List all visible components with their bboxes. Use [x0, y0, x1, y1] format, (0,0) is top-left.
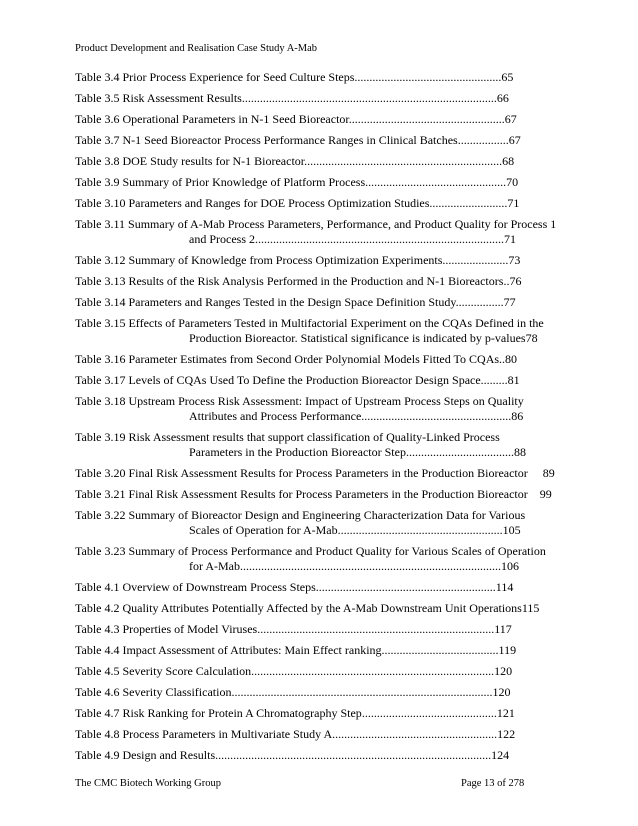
toc-page-number[interactable]: 99	[539, 487, 552, 501]
toc-entry[interactable]	[75, 133, 575, 148]
toc-page-number[interactable]: 66	[496, 91, 509, 105]
toc-leader-dots: ............................................................	[315, 580, 496, 594]
toc-entry-title-continued	[75, 559, 575, 574]
toc-entry-spacer	[528, 487, 540, 501]
toc-page-number[interactable]: 68	[502, 154, 515, 168]
toc-page-number[interactable]: 67	[508, 133, 521, 147]
toc-entry-title	[75, 316, 575, 331]
toc-entry-title	[75, 373, 575, 388]
toc-entry[interactable]	[75, 664, 575, 679]
toc-entry[interactable]	[75, 70, 575, 85]
toc-entry[interactable]	[75, 643, 575, 658]
toc-entry-title-text: Table 3.6 Operational Parameters in N-1 Seed Bioreactor	[75, 112, 349, 126]
toc-entry-title	[75, 295, 575, 310]
toc-entry[interactable]	[75, 685, 575, 700]
toc-entry-title-text: Table 3.9 Summary of Prior Knowledge of Platform Process	[75, 175, 366, 189]
toc-entry[interactable]	[75, 217, 575, 247]
toc-entry-title-continued-text: Production Bioreactor. Statistical significance is indicated by p-values	[189, 331, 526, 345]
toc-entry-title-continued	[75, 409, 575, 424]
toc-entry-title-text: Table 3.20 Final Risk Assessment Results for Process Parameters in the Production Bioreactor	[75, 466, 528, 480]
toc-entry-title-text: Table 4.9 Design and Results	[75, 748, 216, 762]
toc-leader-dots: ...............................................................................	[257, 622, 495, 636]
toc-page-number[interactable]: 71	[504, 232, 516, 246]
toc-entry-title	[75, 643, 575, 658]
toc-entry-title-text: Table 4.3 Properties of Model Viruses	[75, 622, 258, 636]
toc-entry[interactable]	[75, 295, 575, 310]
toc-entry-title-text: Table 3.14 Parameters and Ranges Tested in the Design Space Definition Study	[75, 295, 456, 309]
toc-entry[interactable]	[75, 253, 575, 268]
toc-entry-title-text: Table 3.23 Summary of Process Performance and Product Quality for Various Scales of Operation	[75, 544, 546, 558]
toc-leader-dots: ..................................................................	[304, 154, 503, 168]
toc-leader-dots: .......................................................	[332, 727, 498, 741]
toc-entry[interactable]	[75, 394, 575, 424]
toc-entry-title	[75, 706, 575, 721]
running-header: Product Development and Realisation Case Study A-Mab	[75, 43, 318, 54]
toc-page-number[interactable]: 77	[503, 295, 516, 309]
toc-entry-title	[75, 352, 575, 367]
toc-entry[interactable]	[75, 601, 575, 616]
toc-leader-dots: .............................................	[361, 706, 497, 720]
toc-entry-title-continued	[75, 331, 575, 346]
toc-entry-title	[75, 430, 575, 445]
toc-entry[interactable]	[75, 544, 575, 574]
toc-page-number[interactable]: 105	[502, 523, 521, 537]
toc-entry-title	[75, 112, 575, 127]
toc-leader-dots: ....................................................	[348, 112, 505, 126]
toc-entry-title	[75, 91, 575, 106]
toc-entry-title-text: Table 4.4 Impact Assessment of Attributes: Main Effect ranking	[75, 643, 382, 657]
toc-entry[interactable]	[75, 466, 575, 481]
toc-entry-title-text: Table 3.10 Parameters and Ranges for DOE Process Optimization Studies	[75, 196, 430, 210]
toc-entry-title-continued-text: Parameters in the Production Bioreactor Step	[189, 445, 406, 459]
toc-entry[interactable]	[75, 352, 575, 367]
toc-leader-dots: ...................................................................................	[255, 232, 504, 246]
toc-entry-title	[75, 748, 575, 763]
toc-page-number[interactable]: 115	[521, 601, 540, 615]
toc-entry-title	[75, 274, 575, 289]
footer-organization: The CMC Biotech Working Group	[75, 778, 221, 789]
toc-entry[interactable]	[75, 274, 575, 289]
toc-entry-title	[75, 544, 575, 559]
toc-page-number[interactable]: 106	[501, 559, 519, 573]
toc-leader-dots: .................................................	[354, 70, 502, 84]
toc-leader-dots: .......................................	[381, 643, 499, 657]
toc-leader-dots: ..	[503, 274, 510, 288]
toc-leader-dots: .....................................................................................	[241, 91, 497, 105]
toc-page-number[interactable]: 65	[501, 70, 514, 84]
toc-entry-title-text: Table 3.22 Summary of Bioreactor Design and Engineering Characterization Data for Various	[75, 508, 526, 522]
toc-entry[interactable]	[75, 727, 575, 742]
toc-entry-title-text: Table 3.15 Effects of Parameters Tested in Multifactorial Experiment on the CQAs Defined in the	[75, 316, 544, 330]
toc-entry-title-text: Table 3.13 Results of the Risk Analysis Performed in the Production and N-1 Bioreactors	[75, 274, 504, 288]
toc-entry-title-continued	[75, 232, 575, 247]
toc-page-number[interactable]: 120	[494, 664, 513, 678]
toc-page-number[interactable]: 80	[505, 352, 518, 366]
toc-entry-spacer	[528, 466, 543, 480]
toc-leader-dots: .........	[480, 373, 508, 387]
toc-page-number[interactable]: 67	[504, 112, 517, 126]
toc-entry[interactable]	[75, 430, 575, 460]
toc-page-number[interactable]: 121	[496, 706, 515, 720]
toc-entry[interactable]	[75, 112, 575, 127]
toc-leader-dots: ..........................	[429, 196, 508, 210]
toc-entry-title	[75, 664, 575, 679]
toc-page-number[interactable]: 88	[513, 445, 526, 459]
toc-page-number[interactable]: 71	[507, 196, 520, 210]
toc-entry-title	[75, 175, 575, 190]
toc-leader-dots: ..................................................	[361, 409, 512, 423]
toc-leader-dots: ..	[499, 352, 506, 366]
toc-leader-dots: .......................................................................................	[231, 685, 493, 699]
toc-entry-title-text: Table 4.6 Severity Classification	[75, 685, 232, 699]
toc-entry-title-text: Table 3.4 Prior Process Experience for Seed Culture Steps	[75, 70, 355, 84]
toc-page-number[interactable]: 124	[491, 748, 510, 762]
toc-entry-title	[75, 70, 575, 85]
toc-entry-title	[75, 622, 575, 637]
toc-entry-title-text: Table 4.5 Severity Score Calculation	[75, 664, 252, 678]
toc-entry-title	[75, 601, 575, 616]
toc-page-number[interactable]: 70	[506, 175, 519, 189]
toc-entry-title	[75, 154, 575, 169]
toc-entry-title	[75, 133, 575, 148]
toc-page-number[interactable]: 81	[507, 373, 520, 387]
toc-entry-title	[75, 580, 575, 595]
toc-entry-title-continued-text: and Process 2	[189, 232, 255, 246]
toc-entry[interactable]	[75, 748, 575, 763]
toc-leader-dots: .................................................................................	[251, 664, 495, 678]
toc-entry[interactable]	[75, 580, 575, 595]
toc-page-number[interactable]: 119	[498, 643, 517, 657]
toc-entry-title-text: Table 3.7 N-1 Seed Bioreactor Process Performance Ranges in Clinical Batches	[75, 133, 458, 147]
toc-leader-dots: ....................................	[405, 445, 514, 459]
toc-entry-title-continued-text: Scales of Operation for A-Mab	[189, 523, 338, 537]
toc-entry-title-continued	[75, 445, 575, 460]
toc-entry-title	[75, 253, 575, 268]
toc-leader-dots: .......................................................................................	[240, 559, 501, 573]
toc-entry-title-text: Table 3.18 Upstream Process Risk Assessment: Impact of Upstream Process Steps on Quality	[75, 394, 524, 408]
toc-entry-title-text: Table 4.2 Quality Attributes Potentially Affected by the A-Mab Downstream Unit Operations	[75, 601, 522, 615]
toc-entry-title-text: Table 4.1 Overview of Downstream Process Steps	[75, 580, 316, 594]
toc-leader-dots: ......................	[442, 253, 509, 267]
toc-entry-title-text: Table 3.21 Final Risk Assessment Results for Process Parameters in the Production Bioreactor	[75, 487, 528, 501]
toc-entry[interactable]	[75, 91, 575, 106]
toc-entry[interactable]	[75, 373, 575, 388]
toc-entry[interactable]	[75, 175, 575, 190]
toc-entry[interactable]	[75, 706, 575, 721]
toc-leader-dots: .......................................................	[337, 523, 503, 537]
toc-entry-title	[75, 685, 575, 700]
toc-entry-title-text: Table 3.8 DOE Study results for N-1 Bioreactor	[75, 154, 305, 168]
toc-entry-title-text: Table 3.5 Risk Assessment Results	[75, 91, 242, 105]
toc-entry-title-continued-text: Attributes and Process Performance	[189, 409, 362, 423]
toc-entry[interactable]	[75, 316, 575, 346]
toc-entry-title	[75, 394, 575, 409]
toc-page-number[interactable]: 89	[542, 466, 555, 480]
toc-leader-dots: ...............................................	[365, 175, 507, 189]
toc-entry-title-text: Table 3.11 Summary of A-Mab Process Parameters, Performance, and Product Quality for Process 1	[75, 217, 557, 231]
toc-entry-title	[75, 466, 575, 481]
toc-page-number[interactable]: 114	[495, 580, 514, 594]
toc-entry-title-text: Table 3.16 Parameter Estimates from Second Order Polynomial Models Fitted To CQAs	[75, 352, 500, 366]
toc-leader-dots: ................	[455, 295, 504, 309]
toc-entry-title	[75, 217, 575, 232]
toc-leader-dots: .................	[457, 133, 509, 147]
toc-entry[interactable]	[75, 196, 575, 211]
toc-entry-title-continued-text: for A-Mab	[189, 559, 240, 573]
toc-entry[interactable]	[75, 622, 575, 637]
toc-entry[interactable]	[75, 508, 575, 538]
toc-leader-dots: ............................................................................................	[215, 748, 492, 762]
toc-page-number[interactable]: 78	[525, 331, 538, 345]
toc-entry-title	[75, 487, 575, 502]
toc-entry-title	[75, 508, 575, 523]
toc-entry-title-text: Table 3.17 Levels of CQAs Used To Define the Production Bioreactor Design Space	[75, 373, 481, 387]
toc-entry-title-text: Table 4.7 Risk Ranking for Protein A Chromatography Step	[75, 706, 362, 720]
toc-entry-title-text: Table 4.8 Process Parameters in Multivariate Study A	[75, 727, 333, 741]
toc-page-number[interactable]: 73	[508, 253, 521, 267]
toc-page-number[interactable]: 117	[494, 622, 512, 636]
toc-entry[interactable]	[75, 154, 575, 169]
toc-entry-title-text: Table 3.12 Summary of Knowledge from Process Optimization Experiments	[75, 253, 443, 267]
toc-page-number[interactable]: 86	[511, 409, 524, 423]
toc-page-number[interactable]: 122	[497, 727, 516, 741]
list-of-tables	[75, 70, 575, 769]
toc-page-number[interactable]: 76	[509, 274, 522, 288]
footer-page-number: Page 13 of 278	[461, 778, 525, 789]
toc-entry-title	[75, 727, 575, 742]
toc-entry-title	[75, 196, 575, 211]
toc-page-number[interactable]: 120	[492, 685, 511, 699]
toc-entry[interactable]	[75, 487, 575, 502]
toc-entry-title-text: Table 3.19 Risk Assessment results that support classification of Quality-Linked Process	[75, 430, 500, 444]
toc-entry-title-continued	[75, 523, 575, 538]
